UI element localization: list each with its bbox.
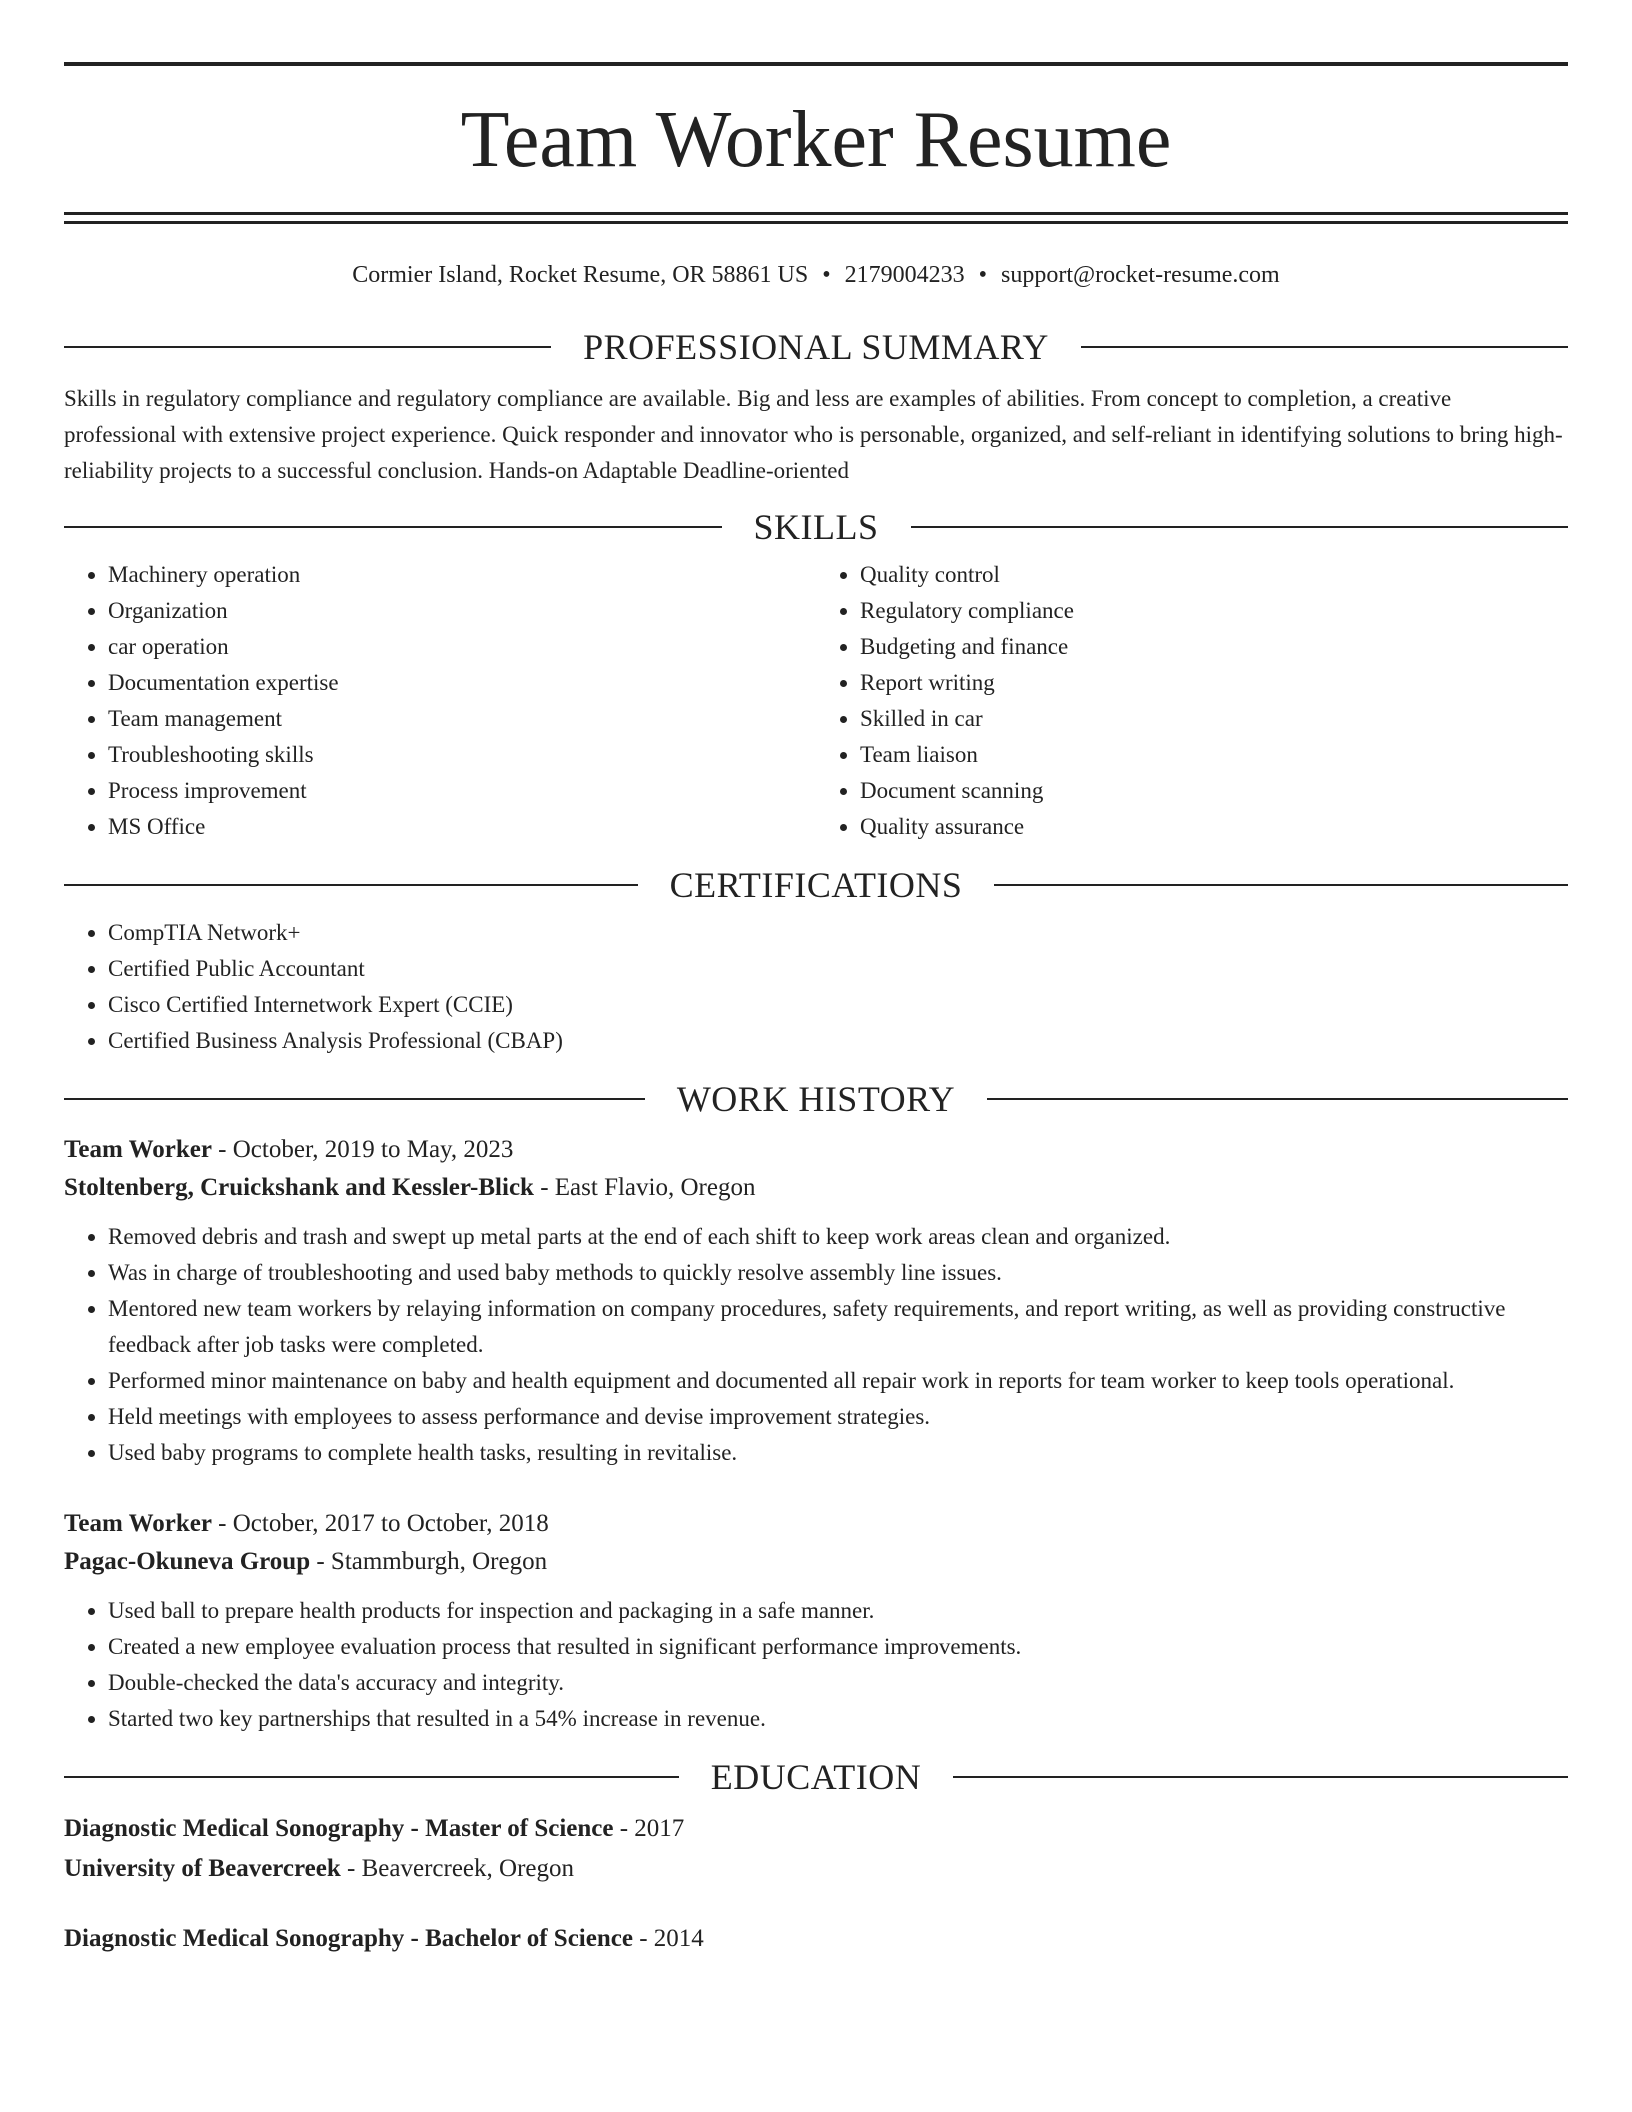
- job-location: - Stammburgh, Oregon: [316, 1548, 548, 1575]
- skill-item: • MS Office: [108, 809, 816, 845]
- skill-item: • Machinery operation: [108, 557, 816, 593]
- section-rule: [64, 1098, 645, 1100]
- job-company-line: [64, 1543, 1568, 1581]
- certification-item: • Certified Public Accountant: [108, 951, 1568, 987]
- summary-section-header: [64, 329, 1568, 365]
- job-duty: • Created a new employee evaluation process that resulted in significant performance improvements.: [108, 1629, 1568, 1665]
- skill-item: • Documentation expertise: [108, 665, 816, 701]
- job-duties: [64, 1593, 1568, 1737]
- contact-phone: 2179004233: [844, 262, 965, 288]
- job-duty: • Double-checked the data's accuracy and integrity.: [108, 1665, 1568, 1701]
- education-degree: Diagnostic Medical Sonography - Bachelor of Science: [64, 1925, 633, 1952]
- skill-item: • Quality control: [860, 557, 1568, 593]
- skill-item: • car operation: [108, 629, 816, 665]
- education-entry: [64, 1919, 1568, 1959]
- section-rule: [64, 884, 638, 886]
- section-rule: [911, 526, 1569, 528]
- skill-item: • Team liaison: [860, 737, 1568, 773]
- job-company: Pagac-Okuneva Group: [64, 1548, 311, 1575]
- resume-content: [64, 62, 1568, 1959]
- skill-item: • Document scanning: [860, 773, 1568, 809]
- job-duty: • Held meetings with employees to assess performance and devise improvement strategies.: [108, 1399, 1568, 1435]
- job-duty: • Was in charge of troubleshooting and used baby methods to quickly resolve assembly line issues.: [108, 1255, 1568, 1291]
- skill-item: • Organization: [108, 593, 816, 629]
- education-degree: Diagnostic Medical Sonography - Master of Science: [64, 1815, 614, 1842]
- summary-text: Skills in regulatory compliance and regulatory compliance are available. Big and less are examples of abilities. From concept to completion, a creative professional with extensive project experience. Quick responder and innovator who is personable, organized, and self-reliant in identifying solutions to bring high-reliability projects to a successful conclusion. Hands-on Adaptable Deadline-oriented: [64, 386, 1563, 483]
- education-degree-line: [64, 1809, 1568, 1849]
- job-duty: • Used baby programs to complete health tasks, resulting in revitalise.: [108, 1435, 1568, 1471]
- job-title: Team Worker: [64, 1510, 212, 1537]
- job-duty: • Started two key partnerships that resulted in a 54% increase in revenue.: [108, 1701, 1568, 1737]
- job-company-line: [64, 1169, 1568, 1207]
- certification-item: • CompTIA Network+: [108, 915, 1568, 951]
- education-year: - 2017: [619, 1815, 685, 1842]
- job-duty: • Used ball to prepare health products for inspection and packaging in a safe manner.: [108, 1593, 1568, 1629]
- title-rule: [64, 212, 1568, 215]
- skills-right-column: [816, 557, 1568, 845]
- education-section-header: [64, 1759, 1568, 1795]
- resume-title: Team Worker Resume: [460, 96, 1172, 184]
- job-location: - East Flavio, Oregon: [540, 1174, 756, 1201]
- skills-left-column: [64, 557, 816, 845]
- education-entry: [64, 1809, 1568, 1889]
- education-location: - Beavercreek, Oregon: [347, 1855, 574, 1882]
- work-section-header: [64, 1081, 1568, 1117]
- skill-item: • Quality assurance: [860, 809, 1568, 845]
- contact-separator: •: [978, 262, 988, 288]
- certification-item: • Certified Business Analysis Professional (CBAP): [108, 1023, 1568, 1059]
- title-rule-second: [64, 221, 1568, 224]
- job-dates: - October, 2019 to May, 2023: [218, 1136, 514, 1163]
- education-heading: EDUCATION: [710, 1757, 922, 1797]
- skill-item: • Budgeting and finance: [860, 629, 1568, 665]
- education-year: - 2014: [639, 1925, 704, 1952]
- contact-address: Cormier Island, Rocket Resume, OR 58861 US: [352, 262, 809, 288]
- job-entry: [64, 1505, 1568, 1737]
- section-rule: [994, 884, 1568, 886]
- section-rule: [953, 1776, 1568, 1778]
- contact-line: [64, 262, 1568, 289]
- skill-item: • Report writing: [860, 665, 1568, 701]
- work-heading: WORK HISTORY: [676, 1079, 956, 1119]
- section-rule: [64, 346, 551, 348]
- job-duty: • Mentored new team workers by relaying information on company procedures, safety requirements, and report writing, as well as providing constructive feedback after job tasks were completed.: [108, 1291, 1568, 1363]
- skill-item: • Skilled in car: [860, 701, 1568, 737]
- certifications-list: [64, 915, 1568, 1059]
- certifications-section-header: [64, 867, 1568, 903]
- section-rule: [987, 1098, 1568, 1100]
- section-rule: [64, 1776, 679, 1778]
- skill-item: • Process improvement: [108, 773, 816, 809]
- skill-item: • Troubleshooting skills: [108, 737, 816, 773]
- summary-heading: PROFESSIONAL SUMMARY: [583, 327, 1049, 367]
- education-school: University of Beavercreek: [64, 1855, 341, 1882]
- skills-heading: SKILLS: [753, 507, 879, 547]
- skills-section-header: [64, 509, 1568, 545]
- section-rule: [1081, 346, 1568, 348]
- certifications-heading: CERTIFICATIONS: [669, 865, 963, 905]
- job-duty: • Removed debris and trash and swept up metal parts at the end of each shift to keep work areas clean and organized.: [108, 1219, 1568, 1255]
- education-degree-line: [64, 1919, 1568, 1959]
- job-duties: [64, 1219, 1568, 1471]
- education-school-line: [64, 1849, 1568, 1889]
- certification-item: • Cisco Certified Internetwork Expert (CCIE): [108, 987, 1568, 1023]
- contact-separator: •: [822, 262, 831, 288]
- skills-list: [64, 557, 1568, 845]
- job-company: Stoltenberg, Cruickshank and Kessler-Blick: [64, 1174, 534, 1201]
- job-title-line: [64, 1131, 1568, 1169]
- skill-item: • Regulatory compliance: [860, 593, 1568, 629]
- section-rule: [64, 526, 722, 528]
- skill-item: • Team management: [108, 701, 816, 737]
- job-title: Team Worker: [64, 1136, 212, 1163]
- job-duty: • Performed minor maintenance on baby and health equipment and documented all repair work in reports for team worker to keep tools operational.: [108, 1363, 1568, 1399]
- job-title-line: [64, 1505, 1568, 1543]
- job-dates: - October, 2017 to October, 2018: [218, 1510, 549, 1537]
- contact-email: support@rocket-resume.com: [1001, 262, 1280, 288]
- job-entry: [64, 1131, 1568, 1471]
- top-rule: [64, 62, 1568, 66]
